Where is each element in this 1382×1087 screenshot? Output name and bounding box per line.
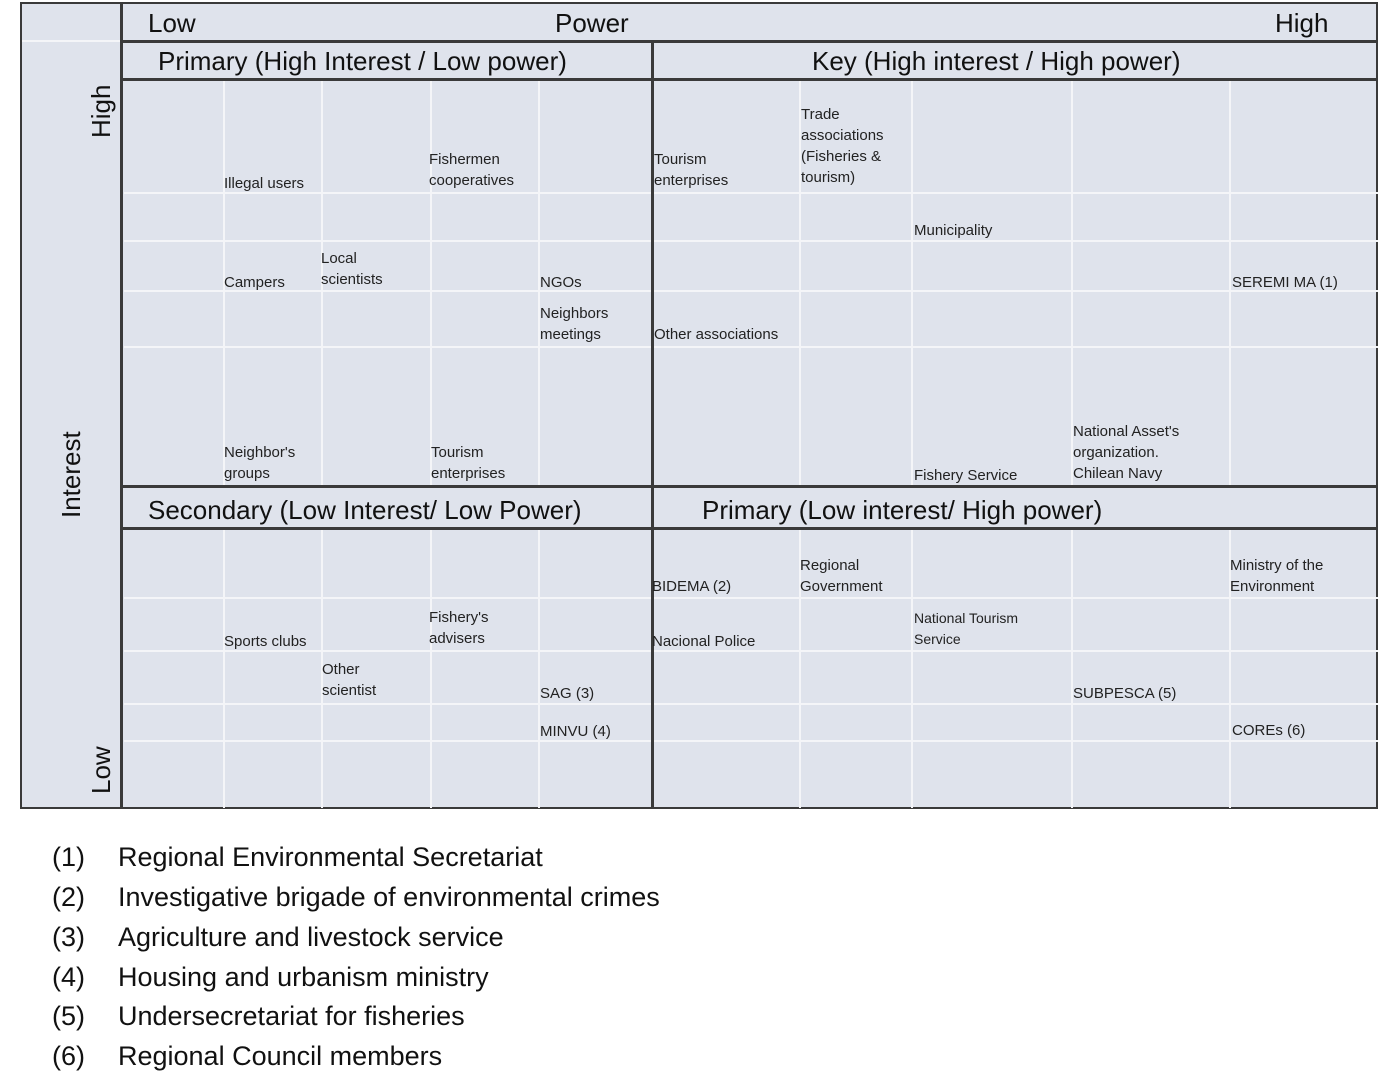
interest-axis-title: Interest <box>56 431 86 518</box>
footnote-text: Housing and urbanism ministry <box>118 962 489 992</box>
stakeholder-minvu <box>540 721 611 742</box>
stakeholder-line: Service <box>914 631 961 647</box>
stakeholder-line: Neighbors <box>540 305 609 322</box>
stakeholder-line: NGOs <box>540 274 582 291</box>
stakeholder-line: Fishermen <box>429 151 500 168</box>
stakeholder-line: National Tourism <box>914 610 1019 626</box>
stakeholder-neighbors-meetings <box>540 303 608 345</box>
stakeholder-line: Neighbor's <box>224 444 296 461</box>
stakeholder-line: meetings <box>540 326 601 343</box>
stakeholder-fishermen-cooperatives <box>429 149 514 191</box>
stakeholder-ministry-environment <box>1230 555 1323 597</box>
stakeholder-ngos <box>540 272 582 293</box>
stakeholder-line: Government <box>800 578 883 595</box>
grid-line <box>124 597 1378 599</box>
footnote-text: Undersecretariat for fisheries <box>118 1001 465 1031</box>
quadrant-title-bottom-left: Secondary (Low Interest/ Low Power) <box>148 495 582 525</box>
grid-line <box>124 346 1378 348</box>
stakeholder-line: organization. <box>1073 444 1159 461</box>
footnote-text: Investigative brigade of environmental crimes <box>118 882 660 912</box>
stakeholder-campers <box>224 272 285 293</box>
footnote-text: Regional Environmental Secretariat <box>118 842 543 872</box>
footnote-number: (1) <box>52 842 85 872</box>
grid-line <box>124 240 1378 242</box>
stakeholder-regional-government <box>800 555 883 597</box>
power-low-label: Low <box>148 8 196 38</box>
quadrant-title-top-right: Key (High interest / High power) <box>812 46 1181 76</box>
stakeholder-sports-clubs <box>224 631 307 652</box>
grid-line <box>124 290 1378 292</box>
stakeholder-line: National Asset's <box>1073 423 1180 440</box>
footnote <box>52 882 660 913</box>
grid-line <box>538 530 540 808</box>
stakeholder-subpesca <box>1073 683 1176 704</box>
stakeholder-line: Other <box>322 661 360 678</box>
stakeholder-bidema <box>652 576 731 597</box>
stakeholder-line: Illegal users <box>224 175 305 192</box>
footnote <box>52 1001 465 1032</box>
stakeholder-line: SEREMI MA (1) <box>1232 274 1338 291</box>
grid-line <box>124 703 1378 705</box>
stakeholder-line: Other associations <box>654 326 779 343</box>
footnote-text: Regional Council members <box>118 1041 443 1071</box>
stakeholder-line: tourism) <box>801 169 856 186</box>
stakeholder-neighbors-groups <box>224 442 295 484</box>
stakeholder-line: Municipality <box>914 222 993 239</box>
footnote <box>52 962 489 993</box>
stakeholder-line: Environment <box>1230 578 1315 595</box>
grid-line <box>430 530 432 808</box>
footnote <box>52 922 504 953</box>
stakeholder-line: groups <box>224 465 270 482</box>
stakeholder-tourism-enterprises-key <box>654 149 728 191</box>
stakeholder-tourism-enterprises-primary <box>431 442 505 484</box>
horizontal-midline <box>120 485 1378 488</box>
footnote-text: Agriculture and livestock service <box>118 922 504 952</box>
stakeholder-line: Trade <box>801 106 840 123</box>
stakeholder-municipality <box>914 220 992 241</box>
stakeholder-line: Fishery Service <box>914 467 1018 484</box>
stakeholder-fishery-service <box>914 465 1017 486</box>
stakeholder-local-scientists <box>321 248 383 290</box>
footnote-number: (2) <box>52 882 85 912</box>
stakeholder-line: Local <box>321 250 357 267</box>
stakeholder-line: BIDEMA (2) <box>652 578 732 595</box>
quadrant-title-bottom-right: Primary (Low interest/ High power) <box>702 495 1103 525</box>
power-high-label: High <box>1275 8 1329 38</box>
stakeholder-line: COREs (6) <box>1232 722 1306 739</box>
footnote <box>52 1041 442 1072</box>
quadrant-title-divider <box>120 78 1378 81</box>
grid-line <box>1229 80 1231 485</box>
stakeholder-other-scientist <box>322 659 376 701</box>
grid-line <box>124 192 1378 194</box>
stakeholder-national-asset-org <box>1073 421 1179 484</box>
footnote-number: (4) <box>52 962 85 992</box>
power-axis-title: Power <box>555 8 629 38</box>
grid-line <box>911 80 913 485</box>
power-header-divider <box>120 40 1378 43</box>
stakeholder-cores <box>1232 720 1305 741</box>
stakeholder-line: Regional <box>800 557 860 574</box>
stakeholder-line: scientists <box>321 271 383 288</box>
interest-high-label: High <box>86 84 116 138</box>
grid-line <box>911 530 913 808</box>
stakeholder-line: advisers <box>429 630 485 647</box>
footnote <box>52 842 543 873</box>
stakeholder-line: Campers <box>224 274 285 291</box>
stakeholder-line: Fishery's <box>429 609 489 626</box>
stakeholder-line: Tourism <box>654 151 707 168</box>
interest-low-label: Low <box>86 746 116 794</box>
stakeholder-national-tourism-service <box>914 608 1018 650</box>
stakeholder-other-associations <box>654 324 778 345</box>
stakeholder-line: Tourism <box>431 444 484 461</box>
stakeholder-line: SAG (3) <box>540 685 595 702</box>
stakeholder-trade-associations <box>801 104 884 188</box>
stakeholder-national-police <box>652 631 755 652</box>
stakeholder-line: Ministry of the <box>1230 557 1324 574</box>
stakeholder-line: enterprises <box>654 172 729 189</box>
stakeholder-line: Chilean Navy <box>1073 465 1163 482</box>
grid-line <box>22 40 122 42</box>
stakeholder-fishery-advisers <box>429 607 489 649</box>
stakeholder-illegal-users <box>224 173 304 194</box>
stakeholder-line: MINVU (4) <box>540 723 611 740</box>
stakeholder-line: Nacional Police <box>652 633 756 650</box>
stakeholder-line: (Fisheries & <box>801 148 882 165</box>
footnote-number: (3) <box>52 922 85 952</box>
grid-line <box>430 80 432 485</box>
grid-line <box>124 740 1378 742</box>
interest-axis-divider <box>120 2 123 809</box>
grid-line <box>223 530 225 808</box>
stakeholder-line: associations <box>801 127 884 144</box>
stakeholder-line: cooperatives <box>429 172 515 189</box>
stakeholder-sag <box>540 683 594 704</box>
stakeholder-line: enterprises <box>431 465 506 482</box>
stakeholder-line: Sports clubs <box>224 633 307 650</box>
stakeholder-line: SUBPESCA (5) <box>1073 685 1177 702</box>
stakeholder-seremi <box>1232 272 1338 293</box>
quadrant-title-top-left: Primary (High Interest / Low power) <box>158 46 567 76</box>
footnote-number: (5) <box>52 1001 85 1031</box>
stakeholder-line: scientist <box>322 682 377 699</box>
quadrant-title-divider <box>120 527 1378 530</box>
footnote-number: (6) <box>52 1041 85 1071</box>
grid-line <box>1071 530 1073 808</box>
